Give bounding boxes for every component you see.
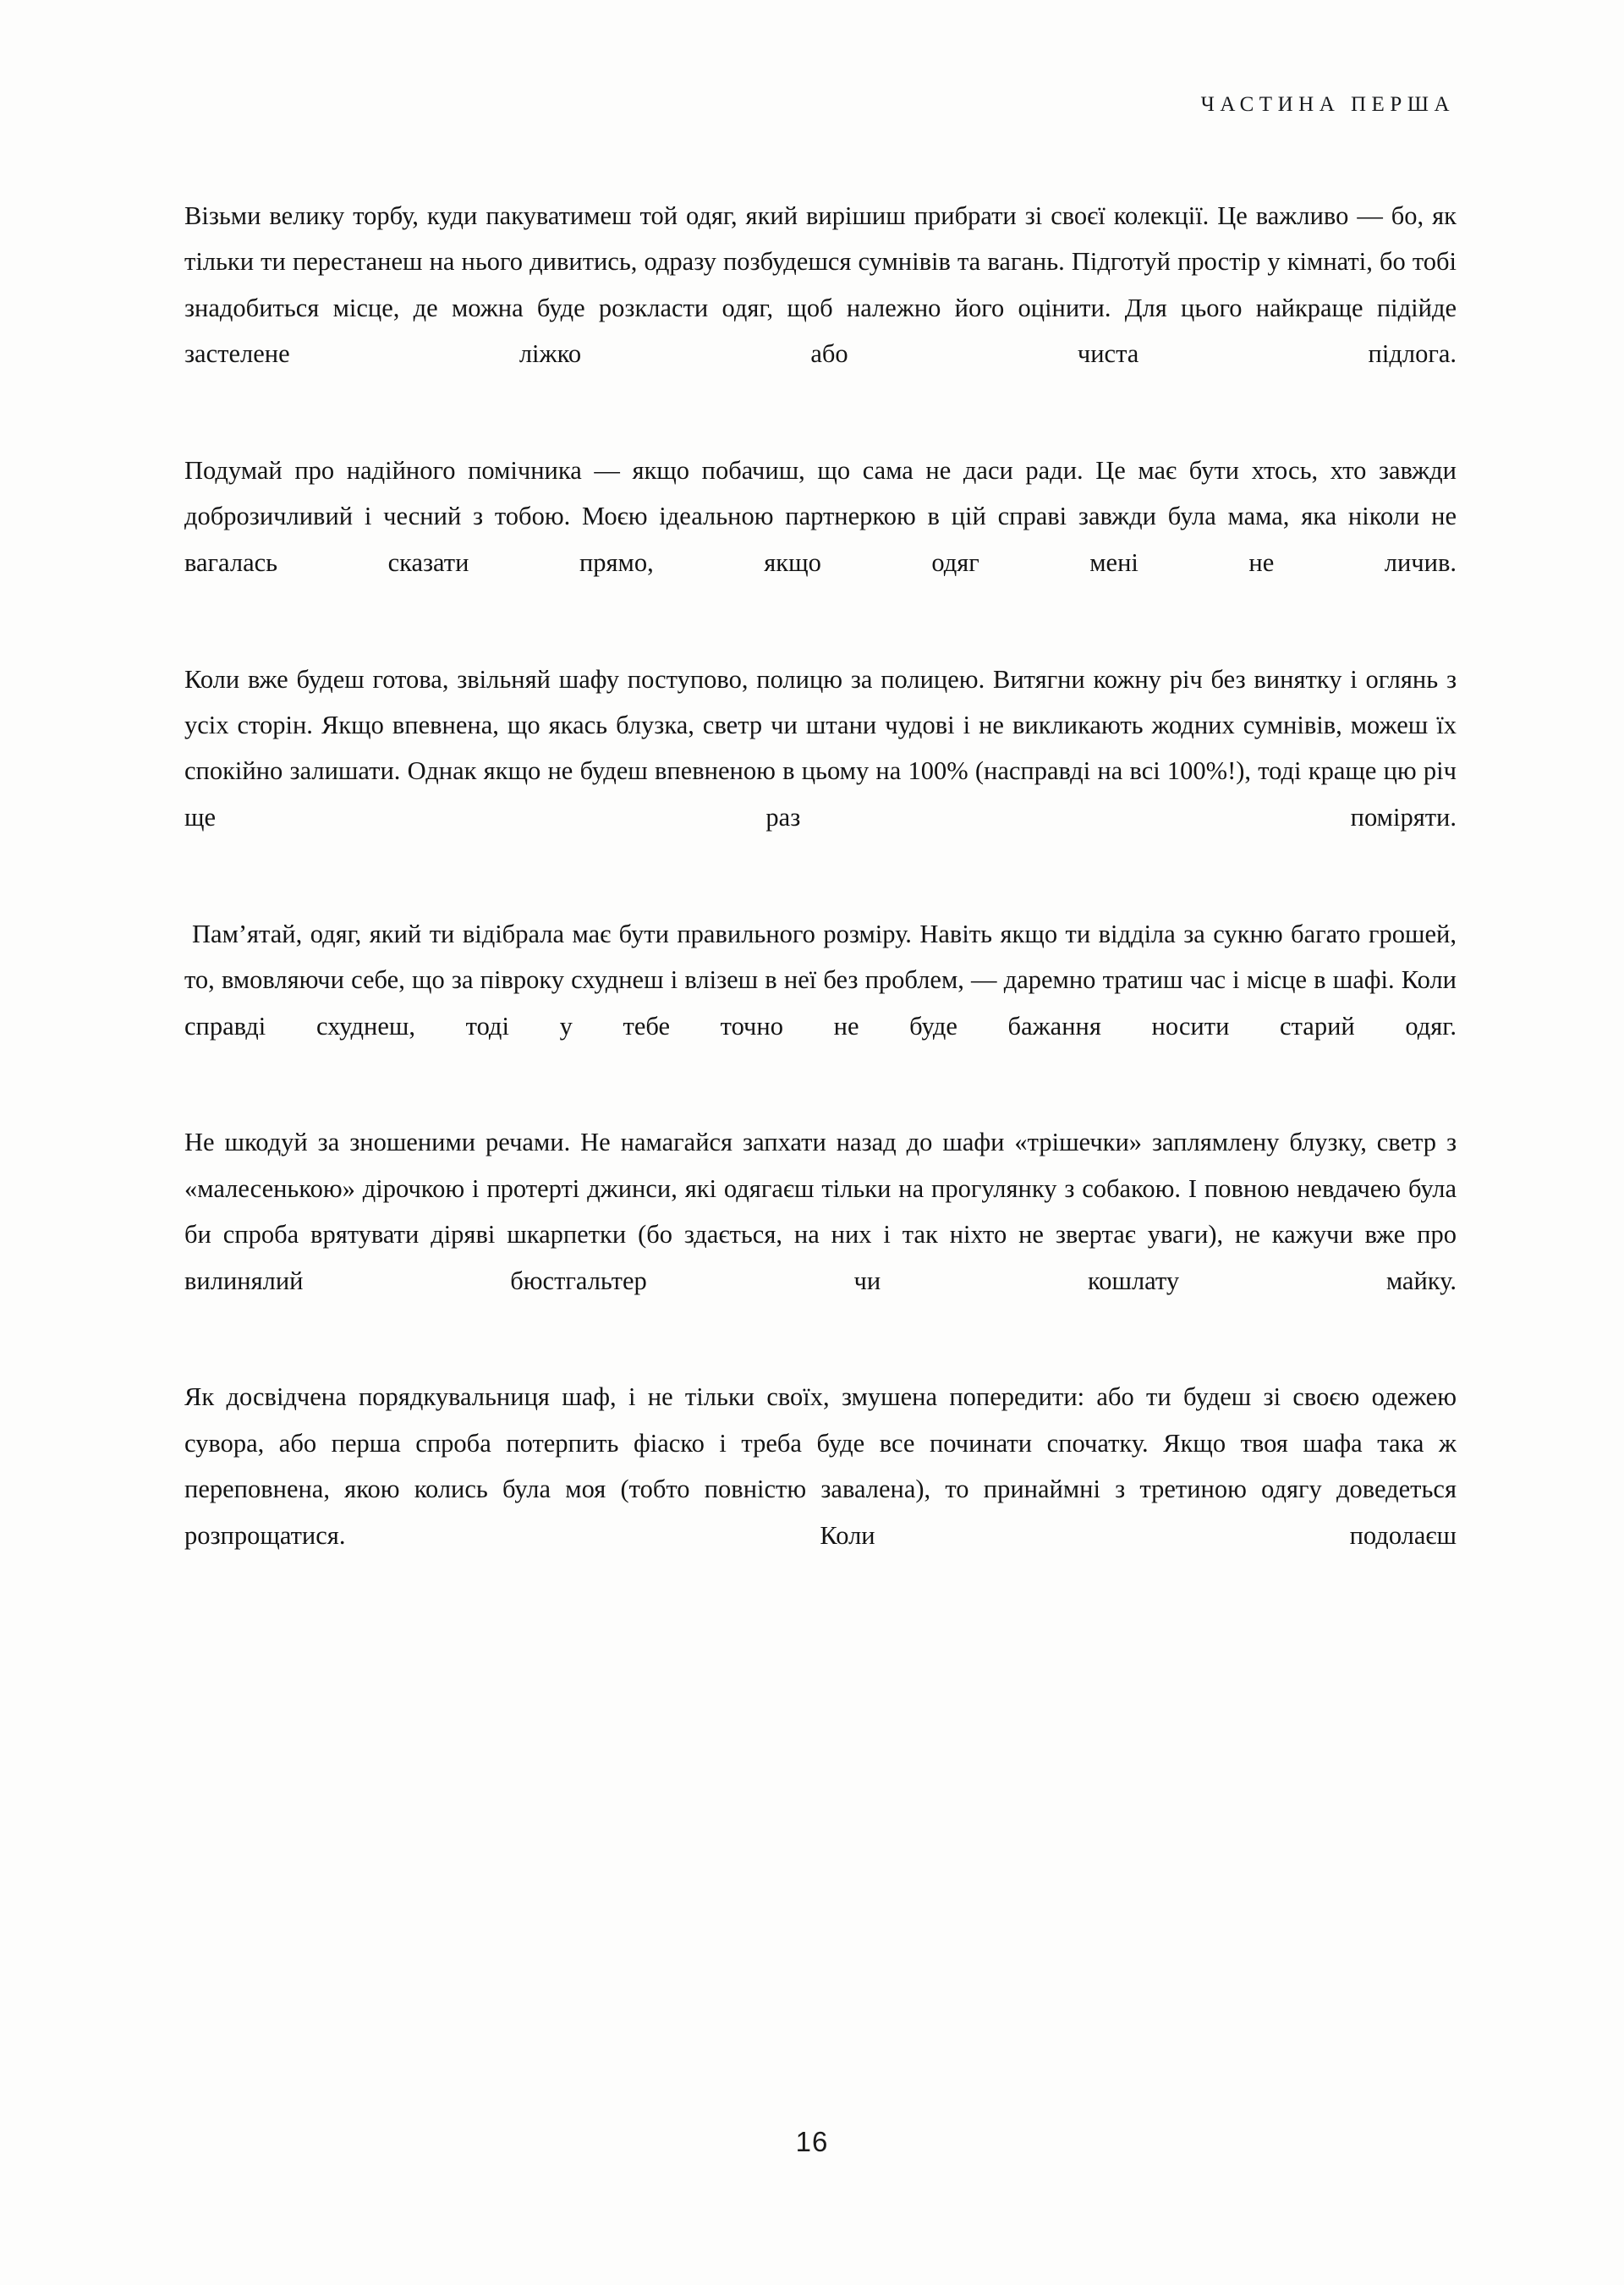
page-number: 16 (795, 2126, 829, 2157)
running-head: ЧАСТИНА ПЕРША (1200, 93, 1455, 116)
paragraph: Подумай про надійного помічника — якщо побачиш, що сама не даси ради. Це має бути хтось, хто завжди доброзичливий і чесний з тобою. Моєю ідеальною партнеркою в цій справі завжди була мама, яка ніколи не вагалась сказати прямо, якщо одяг мені не личив. (184, 456, 1457, 577)
body-text-block (184, 193, 1457, 1604)
paragraph: Не шкодуй за зношеними речами. Не намагайся запхати назад до шафи «трішечки» заплямлену блузку, светр з «малесенькою» дірочкою і протерті джинси, які одягаєш тільки на прогулянку з собакою. І повною невдачею була би спроба врятувати діряві шкарпетки (бо здається, на них і так ніхто не звертає уваги), не кажучи вже про вилинялий бюстгальтер чи кошлату майку. (184, 1128, 1457, 1295)
paragraph: Візьми велику торбу, куди пакуватимеш той одяг, який вирішиш прибрати зі своєї колекції. Це важливо — бо, як тільки ти перестанеш на нього дивитись, одразу позбудешся сумнівів та вагань. Підготуй простір у кімнаті, бо тобі знадобиться місце, де можна буде розкласти одяг, щоб належно його оцінити. Для цього найкраще підійде застелене ліжко або чиста підлога. (184, 201, 1457, 369)
paragraph: Пам’ятай, одяг, який ти відібрала має бути правильного розміру. Навіть якщо ти відділа за сукню багато грошей, то, вмовляючи себе, що за півроку схуднеш і влізеш в неї без проблем, — даремно тратиш час і місце в шафі. Коли справді схуднеш, тоді у тебе точно не буде бажання носити старий одяг. (184, 919, 1457, 1041)
paragraph: Як досвідчена порядкувальниця шаф, і не тільки своїх, змушена попередити: або ти будеш зі своєю одежею сувора, або перша спроба потерпить фіаско і треба буде все починати спочатку. Якщо твоя шафа така ж переповнена, якою колись була моя (тобто повністю завалена), то принаймні з третиною одягу доведеться розпрощатися. Коли подолаєш (184, 1382, 1457, 1550)
paragraph: Коли вже будеш готова, звільняй шафу поступово, полицю за полицею. Витягни кожну річ без винятку і оглянь з усіх сторін. Якщо впевнена, що якась блузка, светр чи штани чудові і не викликають жодних сумнівів, можеш їх спокійно залишати. Однак якщо не будеш впевненою в цьому на 100% (насправді на всі 100%!), тоді краще цю річ ще раз поміряти. (184, 664, 1457, 832)
